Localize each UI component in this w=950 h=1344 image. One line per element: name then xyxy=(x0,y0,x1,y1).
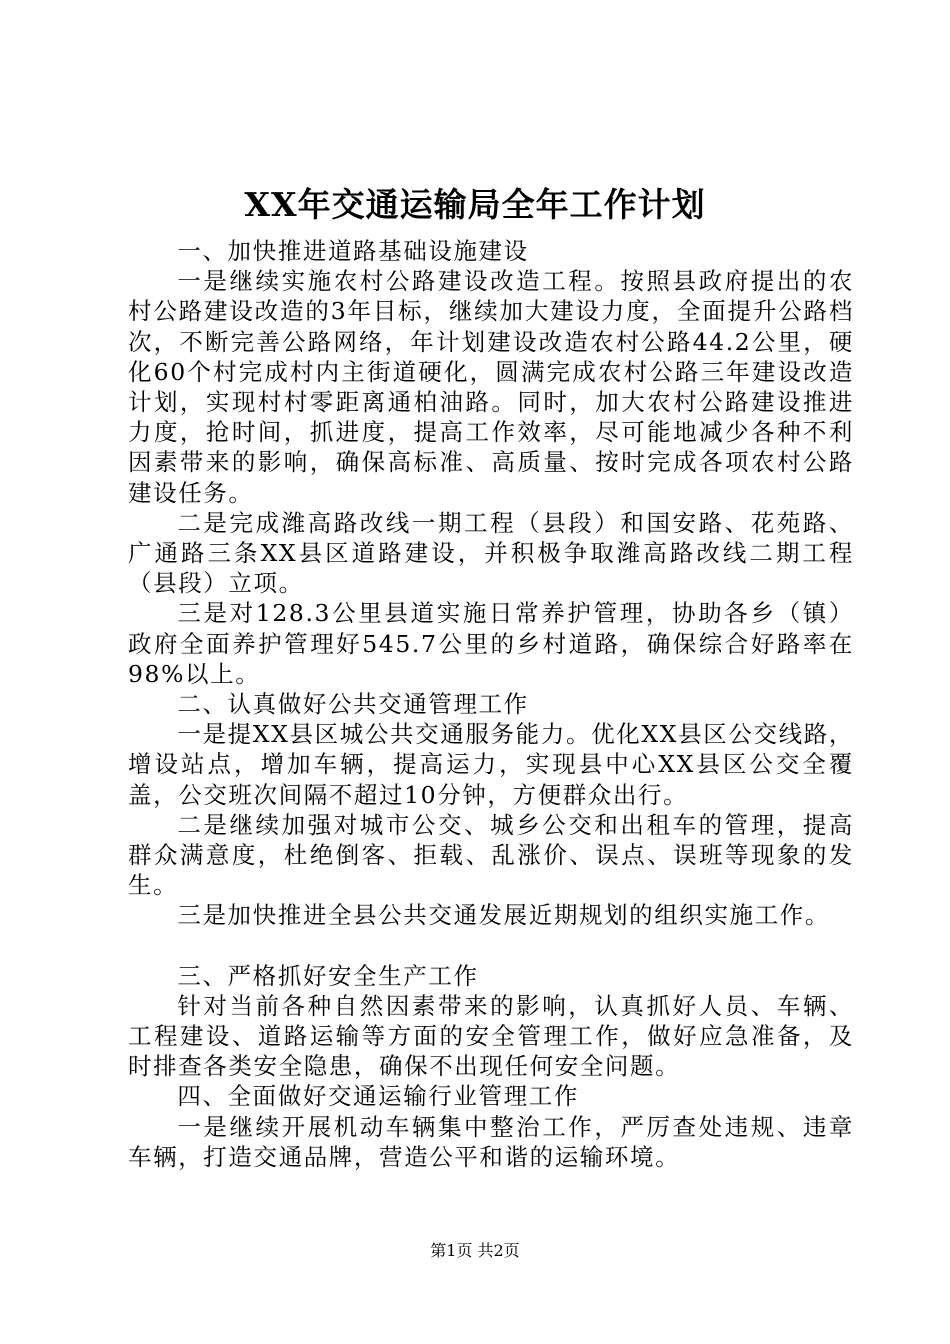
page-number-footer: 第1页 共2页 xyxy=(430,1241,520,1260)
paragraph: 一是继续开展机动车辆集中整治工作，严厉查处违规、违章车辆，打造交通品牌，营造公平和谐的运输环境。 xyxy=(128,1112,854,1171)
document-body xyxy=(128,236,854,1172)
section-heading-1: 一、加快推进道路基础设施建设 xyxy=(177,237,529,265)
paragraph: 二是完成潍高路改线一期工程（县段）和国安路、花苑路、广通路三条XX县区道路建设，并积极争取潍高路改线二期工程（县段）立项。 xyxy=(128,508,854,598)
section-heading-3: 三、严格抓好安全生产工作 xyxy=(177,961,479,990)
paragraph: 一是提XX县区城公共交通服务能力。优化XX县区公交线路，增设站点，增加车辆，提高运力，实现县中心XX县区公交全覆盖，公交班次间隔不超过10分钟，方便群众出行。 xyxy=(128,720,854,809)
section-heading-2: 二、认真做好公共交通管理工作 xyxy=(177,690,529,719)
paragraph: 针对当前各种自然因素带来的影响，认真抓好人员、车辆、工程建设、道路运输等方面的安全管理工作，做好应急准备，及时排查各类安全隐患，确保不出现任何安全问题。 xyxy=(128,991,854,1081)
paragraph: 一是继续实施农村公路建设改造工程。按照县政府提出的农村公路建设改造的3年目标，继续加大建设力度，全面提升公路档次，不断完善公路网络，年计划建设改造农村公路44.2公里，硬化60个村完成村内主街道硬化，圆满完成农村公路三年建设改造计划，实现村村零距离通柏油路。同时，加大农村公路建设推进力度，抢时间，抓进度，提高工作效率，尽可能地减少各种不利因素带来的影响，确保高标准、高质量、按时完成各项农村公路建设任务。 xyxy=(128,267,854,507)
paragraph: 二是继续加强对城市公交、城乡公交和出租车的管理，提高群众满意度，杜绝倒客、拒载、乱涨价、误点、误班等现象的发生。 xyxy=(128,810,854,900)
document-title: XX年交通运输局全年工作计划 xyxy=(244,185,706,224)
paragraph: 三是加快推进全县公共交通发展近期规划的组织实施工作。 xyxy=(177,901,830,930)
paragraph: 三是对128.3公里县道实施日常养护管理，协助各乡（镇）政府全面养护管理好545.7公里的乡村道路，确保综合好路率在98%以上。 xyxy=(128,599,854,688)
section-heading-4: 四、全面做好交通运输行业管理工作 xyxy=(177,1082,579,1111)
